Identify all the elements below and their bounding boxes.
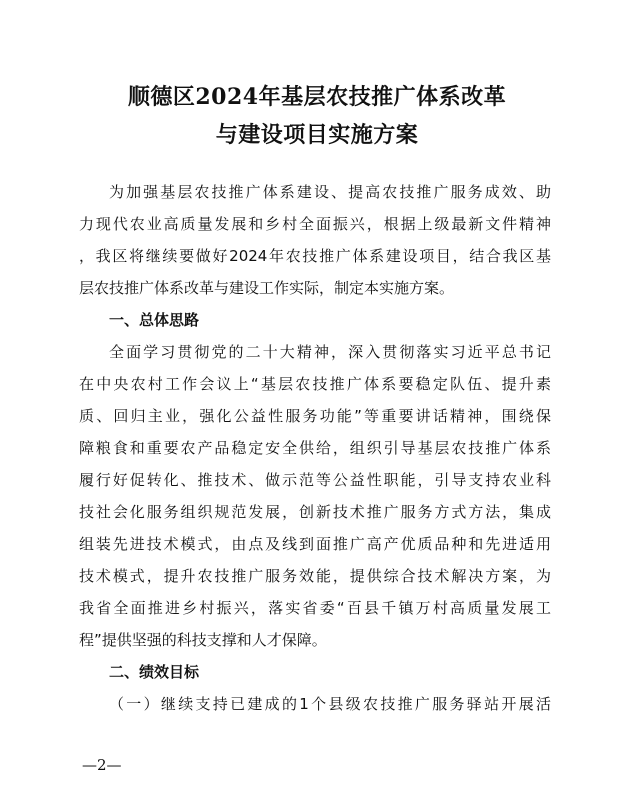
document-title-line-1: 顺德区2024年基层农技推广体系改革 — [127, 84, 507, 110]
section1-line: 技术模式，提升农技推广服务效能，提供综合技术解决方案，为 — [79, 567, 551, 585]
section1-line: 在中央农村工作会议上“基层农技推广体系要稳定队伍、提升素 — [79, 375, 551, 393]
intro-line: 为加强基层农技推广体系建设、提高农技推广服务成效、助 — [109, 183, 551, 201]
intro-line: ，我区将继续要做好2024年农技推广体系建设项目，结合我区基 — [79, 247, 551, 265]
section-heading-performance-goals: 二、绩效目标 — [109, 663, 200, 681]
section1-line: 全面学习贯彻党的二十大精神，深入贯彻落实习近平总书记 — [109, 343, 551, 361]
section2-line: （一）继续支持已建成的1个县级农技推广服务驿站开展活 — [109, 695, 551, 713]
section1-line: 履行好促转化、推技术、做示范等公益性职能，引导支持农业科 — [79, 471, 551, 489]
section-heading-overall-approach: 一、总体思路 — [109, 311, 200, 329]
section1-line: 组装先进技术模式，由点及线到面推广高产优质品种和先进适用 — [79, 535, 551, 553]
intro-line: 力现代农业高质量发展和乡村全面振兴，根据上级最新文件精神 — [79, 215, 551, 233]
section1-line: 我省全面推进乡村振兴，落实省委“百县千镇万村高质量发展工 — [79, 599, 551, 617]
document-title-line-2: 与建设项目实施方案 — [215, 122, 419, 148]
section1-line: 技社会化服务组织规范发展，创新技术推广服务方式方法，集成 — [79, 503, 551, 521]
intro-line: 层农技推广体系改革与建设工作实际，制定本实施方案。 — [79, 279, 455, 297]
section1-line: 程”提供坚强的科技支撑和人才保障。 — [79, 631, 327, 649]
section1-line: 障粮食和重要农产品稳定安全供给，组织引导基层农技推广体系 — [79, 439, 551, 457]
page-number: —2— — [82, 756, 122, 774]
section1-line: 质、回归主业，强化公益性服务功能”等重要讲话精神，围绕保 — [79, 407, 551, 425]
